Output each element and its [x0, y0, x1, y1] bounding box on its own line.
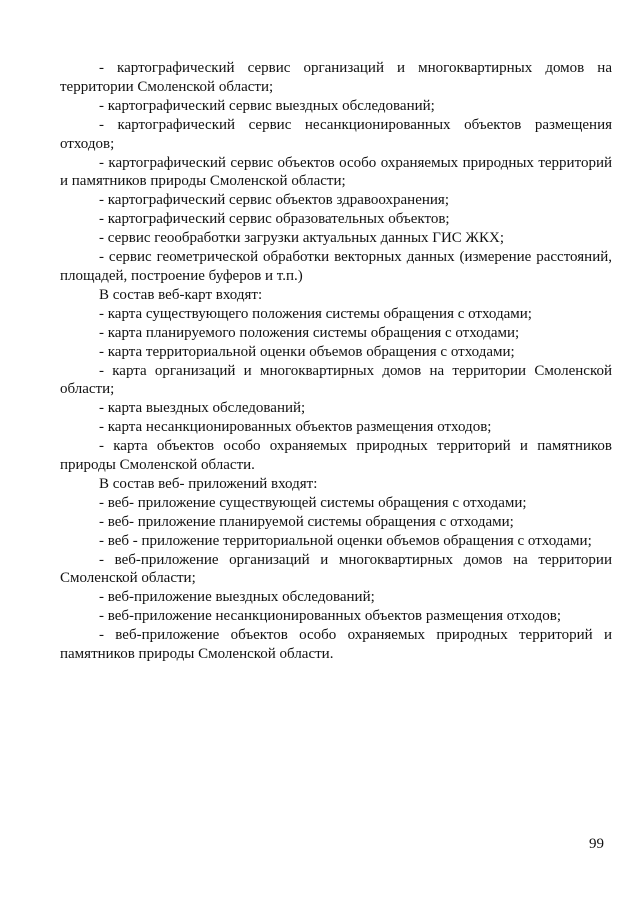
paragraph: - веб- приложение планируемой системы обращения с отходами;: [99, 513, 514, 530]
paragraph: - карта территориальной оценки объемов обращения с отходами;: [99, 343, 515, 360]
paragraph: - веб-приложение организаций и многоквартирных домов на территории Смоленской области;: [60, 551, 612, 587]
paragraph: - карта существующего положения системы обращения с отходами;: [99, 305, 532, 322]
paragraph: - картографический сервис несанкционированных объектов размещения отходов;: [60, 116, 612, 152]
paragraph: - веб - приложение территориальной оценки объемов обращения с отходами;: [99, 532, 592, 549]
page-number: 99: [589, 836, 604, 852]
paragraph: - карта планируемого положения системы обращения с отходами;: [99, 324, 520, 341]
paragraph: - картографический сервис объектов здравоохранения;: [99, 192, 449, 209]
paragraph: - веб- приложение существующей системы обращения с отходами;: [99, 494, 527, 511]
paragraph: - картографический сервис объектов особо охраняемых природных территорий и памятников природы Смоленской области;: [60, 154, 612, 190]
paragraph: - картографический сервис организаций и многоквартирных домов на территории Смоленской области;: [60, 60, 612, 95]
page-body: [60, 59, 612, 664]
paragraph: - картографический сервис образовательных объектов;: [99, 211, 450, 228]
paragraph: - карта объектов особо охраняемых природных территорий и памятников природы Смоленской области.: [60, 438, 612, 474]
paragraph: - сервис геообработки загрузки актуальных данных ГИС ЖКХ;: [99, 230, 504, 247]
section-intro: В состав веб-карт входят:: [99, 286, 263, 303]
section-intro: В состав веб- приложений входят:: [99, 475, 318, 492]
paragraph: - карта выездных обследований;: [99, 400, 306, 417]
paragraph: - картографический сервис выездных обследований;: [99, 97, 435, 114]
paragraph: - сервис геометрической обработки векторных данных (измерение расстояний, площадей, построение буферов и т.п.): [60, 249, 612, 284]
paragraph: - карта организаций и многоквартирных домов на территории Смоленской области;: [60, 362, 612, 398]
paragraph: - веб-приложение несанкционированных объектов размещения отходов;: [99, 608, 562, 625]
paragraph: - веб-приложение выездных обследований;: [99, 589, 375, 606]
paragraph: - карта несанкционированных объектов размещения отходов;: [99, 419, 492, 436]
paragraph: - веб-приложение объектов особо охраняемых природных территорий и памятников природы Смоленской области.: [60, 627, 612, 663]
